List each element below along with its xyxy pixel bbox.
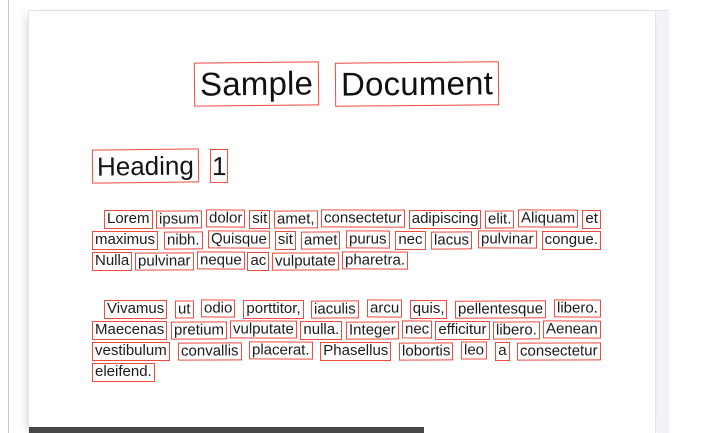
ocr-word-box: Quisque [209, 232, 269, 248]
ocr-word-box: Maecenas [95, 321, 165, 339]
ocr-word-box: libero. [555, 301, 600, 317]
document-viewport [28, 10, 669, 433]
ocr-word-box: placerat. [250, 343, 312, 359]
ocr-word-box: amet, [275, 212, 317, 228]
ocr-word-box: Aenean [544, 322, 600, 338]
text-line [93, 209, 600, 230]
ocr-word-box: pulvinar [478, 232, 535, 248]
ocr-word-box: pellentesque [456, 302, 545, 319]
ocr-word-box: consectetur [322, 211, 404, 228]
ocr-word-box: libero. [494, 323, 539, 339]
ocr-word-box: sit [252, 210, 268, 228]
ocr-word-box: Vivamus [107, 300, 165, 318]
ocr-word-box: Lorem [107, 210, 150, 228]
ocr-word-box: maximus [95, 231, 156, 249]
ocr-word-box: eleifend. [95, 363, 152, 381]
ocr-word-box: purus [347, 232, 389, 248]
ocr-word-box: pulvinar [136, 254, 193, 270]
ocr-word-box: Nulla [95, 252, 130, 270]
text-line [93, 362, 600, 383]
ocr-word-box: pharetra. [343, 253, 407, 269]
ocr-word-box: Document [335, 62, 497, 105]
text-line [93, 230, 600, 251]
ocr-word-box: Aliquam [519, 211, 577, 227]
document-title [93, 63, 600, 109]
ocr-word-box: ut [176, 302, 193, 318]
panel-divider [8, 0, 9, 433]
ocr-word-box: convallis [178, 344, 240, 360]
ocr-word-box: congue. [544, 231, 598, 249]
paragraph [93, 299, 600, 383]
ocr-word-box: nec [398, 231, 423, 249]
text-line [93, 299, 600, 320]
ocr-word-box: vulputate [231, 322, 296, 338]
ocr-word-box: sit [277, 231, 293, 249]
ocr-word-box: ipsum [157, 212, 201, 228]
ocr-word-box: quis, [412, 300, 445, 318]
ocr-word-box: consectetur [518, 344, 600, 361]
ocr-word-box: vestibulum [95, 342, 167, 360]
ocr-word-box: Heading [93, 149, 198, 182]
ocr-word-box: lobortis [400, 344, 452, 360]
ocr-word-box: leo [462, 343, 486, 359]
ocr-word-box: elit. [486, 212, 513, 228]
heading-1 [93, 150, 600, 186]
paragraph [93, 209, 600, 272]
vertical-scrollbar-track[interactable] [657, 11, 669, 433]
ocr-word-box: vulputate [273, 254, 338, 270]
ocr-word-box: Phasellus [323, 342, 389, 360]
ocr-word-box: odio [202, 301, 234, 317]
ocr-word-box: Integer [347, 323, 398, 339]
ocr-word-box: pretium [172, 323, 226, 339]
ocr-word-box: porttitor, [246, 300, 301, 318]
ocr-word-box: amet [302, 233, 339, 249]
ocr-word-box: nec [403, 322, 431, 338]
text-line [93, 251, 600, 272]
ocr-word-box: adipiscing [411, 210, 479, 228]
ocr-word-box: et [585, 210, 598, 228]
ocr-word-box: ac [250, 252, 267, 270]
ocr-word-box: iaculis [312, 302, 358, 318]
ocr-word-box: nibh. [164, 233, 201, 249]
ocr-word-box: nulla. [303, 321, 340, 339]
ocr-word-box: lacus [432, 233, 471, 249]
ocr-word-box: neque [198, 253, 244, 269]
ocr-word-box: a [498, 342, 507, 360]
text-line [93, 320, 600, 341]
text-line [93, 341, 600, 362]
ocr-word-box: efficitur [438, 321, 487, 339]
ocr-word-box: dolor [207, 211, 244, 227]
document-page [28, 11, 656, 433]
ocr-word-box: Sample [195, 62, 319, 105]
paragraphs-container [93, 209, 600, 383]
horizontal-scrollbar-thumb[interactable] [29, 427, 424, 433]
ocr-word-box: 1 [211, 150, 227, 182]
ocr-word-box: arcu [368, 301, 401, 317]
